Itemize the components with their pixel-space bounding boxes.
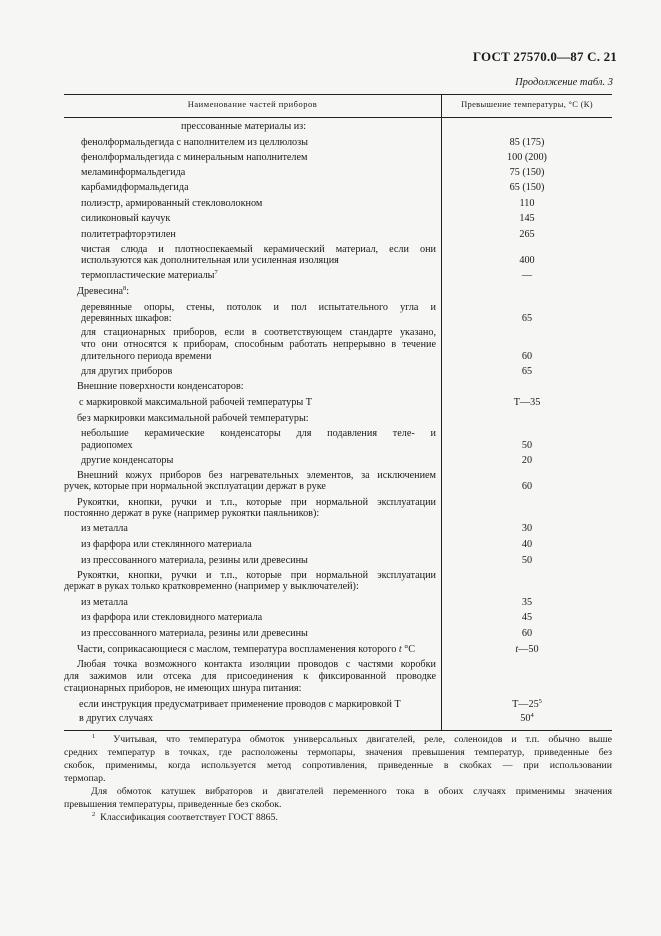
table-row-name: Части, соприкасающиеся с маслом, температура воспламенения которого t °С — [77, 644, 416, 655]
table-row-value: 60 — [521, 351, 533, 362]
table-row-name: небольшие керамические конденсаторы для подавления теле- и — [81, 428, 436, 439]
table-header-rule — [64, 117, 612, 118]
table-row-value: Т—35 — [513, 397, 541, 408]
table-row-name: Любая точка возможного контакта изоляции проводов с частями коробки — [77, 659, 436, 670]
table-row-name: Рукоятки, кнопки, ручки и т.п., которые при нормальной эксплуатации — [77, 497, 436, 508]
table-row-name: Рукоятки, кнопки, ручки и т.п., которые при нормальной эксплуатации — [77, 570, 436, 581]
footnote-1-line: $^1$ Учитывая, что температура обмоток универсальных двигателей, реле, соленоидов и т.п. обычно выше — [92, 733, 612, 745]
table-row-name: из фарфора или стекловидного материала — [81, 612, 263, 623]
table-row-name: из металла — [81, 597, 128, 608]
table-bottom-rule — [64, 730, 612, 731]
table-row-value: 60 — [521, 481, 533, 492]
page-header: ГОСТ 27570.0—87 С. 21 — [472, 49, 617, 64]
table-row-value: 65 — [521, 366, 533, 377]
table-row-name: политетрафторэтилен — [81, 229, 176, 240]
table-row-value: 60 — [521, 628, 533, 639]
footnote-1-line: термопар. — [64, 773, 106, 784]
table-row-name: фенолформальдегида с наполнителем из целлюлозы — [81, 137, 309, 148]
table-row-name: фенолформальдегида с минеральным наполнителем — [81, 152, 308, 163]
table-row-name: силиконовый каучук — [81, 213, 171, 224]
table-row-name: для других приборов — [81, 366, 173, 377]
table-row-name: из фарфора или стеклянного материала — [81, 539, 252, 550]
footnote-ref: 5 — [538, 698, 542, 705]
footnote-mark: 2 — [92, 811, 96, 818]
table-row-name: термопластические материалы$^7$ — [81, 269, 218, 281]
table-row-name: полиэстр, армированный стекловолокном — [81, 198, 263, 209]
table-row-name: если инструкция предусматривает применение проводов с маркировкой Т — [79, 699, 401, 710]
table-row-name: что они относятся к приборам, способным работать непрерывно в течение — [81, 339, 436, 350]
table-row-value: 400 — [519, 255, 535, 266]
table-row-name: карбамидформальдегида — [81, 182, 189, 193]
table-row-value: 265 — [519, 229, 535, 240]
table-row-name: для стационарных приборов, если в соответствующем стандарте указано, — [81, 327, 436, 338]
table-row-name: из металла — [81, 523, 128, 534]
footnote-ref: 7 — [214, 269, 218, 276]
table-row-value: 85 (175) — [509, 137, 545, 148]
table-row-name: без маркировки максимальной рабочей температуры: — [77, 413, 309, 424]
table-row-name: Внешний кожух приборов без нагревательных элементов, за исключением — [77, 470, 436, 481]
table-row-value: 40 — [521, 539, 533, 550]
table-row-value: 35 — [521, 597, 533, 608]
table-row-name: постоянно держат в руке (например рукоятки паяльников): — [64, 508, 320, 519]
table-row-name: стационарных приборов, не имеющих шнура питания: — [64, 683, 302, 694]
table-row-name: чистая слюда и плотноспекаемый керамический материал, если они — [81, 244, 436, 255]
table-row-value: 50 — [521, 440, 533, 451]
table-row-name: радиопомех — [81, 440, 133, 451]
footnote-1-line: средних температур в точках, где расположены термопары, значения превышения температур, приведенные без — [64, 747, 612, 758]
table-row-value: 65 (150) — [509, 182, 545, 193]
table-row-value: 45 — [521, 612, 533, 623]
table-row-name: другие конденсаторы — [81, 455, 174, 466]
footnote-mark: 1 — [92, 733, 96, 740]
footnote-1-note: превышения температуры, приведенные без скобок. — [64, 799, 282, 810]
table-row-name: держат в руках только кратковременно (например у выключателей): — [64, 581, 359, 592]
table-row-name: прессованные материалы из: — [181, 121, 307, 132]
table-row-value: 20 — [521, 455, 533, 466]
table-continuation-label: Продолжение табл. 3 — [515, 77, 613, 88]
table-row-value: 145 — [519, 213, 535, 224]
table-row-value: 65 — [521, 313, 533, 324]
table-row-name: деревянные опоры, стены, потолок и пол испытательного угла и — [81, 302, 436, 313]
table-row-name: из прессованного материала, резины или древесины — [81, 628, 308, 639]
table-row-name: из прессованного материала, резины или древесины — [81, 555, 308, 566]
table-row-value: 50 — [521, 555, 533, 566]
table-row-name: в других случаях — [79, 713, 153, 724]
footnote-1-note: Для обмоток катушек вибраторов и двигателей переменного тока в обоих случаях применимы значения — [91, 786, 612, 797]
table-row-value: 110 — [519, 198, 535, 209]
footnote-ref: 8 — [123, 285, 127, 292]
table-row-name: деревянных шкафов: — [81, 313, 172, 324]
table-row-value: — — [521, 270, 533, 281]
table-row-value: 30 — [521, 523, 533, 534]
footnote-ref: 4 — [530, 712, 534, 719]
table-row-value: t—50 — [515, 644, 539, 655]
table-row-value: $Т—25^5$ — [512, 698, 542, 710]
column-header-name: Наименование частей приборов — [187, 99, 318, 109]
table-row-name: ручек, которые при нормальной эксплуатации держат в руке — [64, 481, 326, 492]
table-top-rule — [64, 94, 612, 95]
table-row-name: с маркировкой максимальной рабочей температуры Т — [79, 397, 312, 408]
table-row-name: для зажимов или отсека для присоединения к фиксированной проводке — [64, 671, 436, 682]
table-row-value: 75 (150) — [509, 167, 545, 178]
table-row-name: используются как дополнительная или усиленная изоляция — [81, 255, 339, 266]
table-row-name: длительного периода времени — [81, 351, 212, 362]
footnote-2: $^2$ Классификация соответствует ГОСТ 8865. — [92, 811, 278, 823]
table-row-value: 100 (200) — [507, 152, 547, 163]
footnote-1-line: скобок, применимы, когда используется метод сопротивления, приведенные в скобках — при использовании — [64, 760, 612, 771]
table-row-name: меламинформальдегида — [81, 167, 186, 178]
table-row-name: Древесина$^8$: — [77, 285, 130, 297]
table-row-name: Внешние поверхности конденсаторов: — [77, 381, 244, 392]
table-row-value: $50^4$ — [520, 712, 534, 724]
column-header-temperature: Превышение температуры, °С (К) — [461, 99, 593, 109]
